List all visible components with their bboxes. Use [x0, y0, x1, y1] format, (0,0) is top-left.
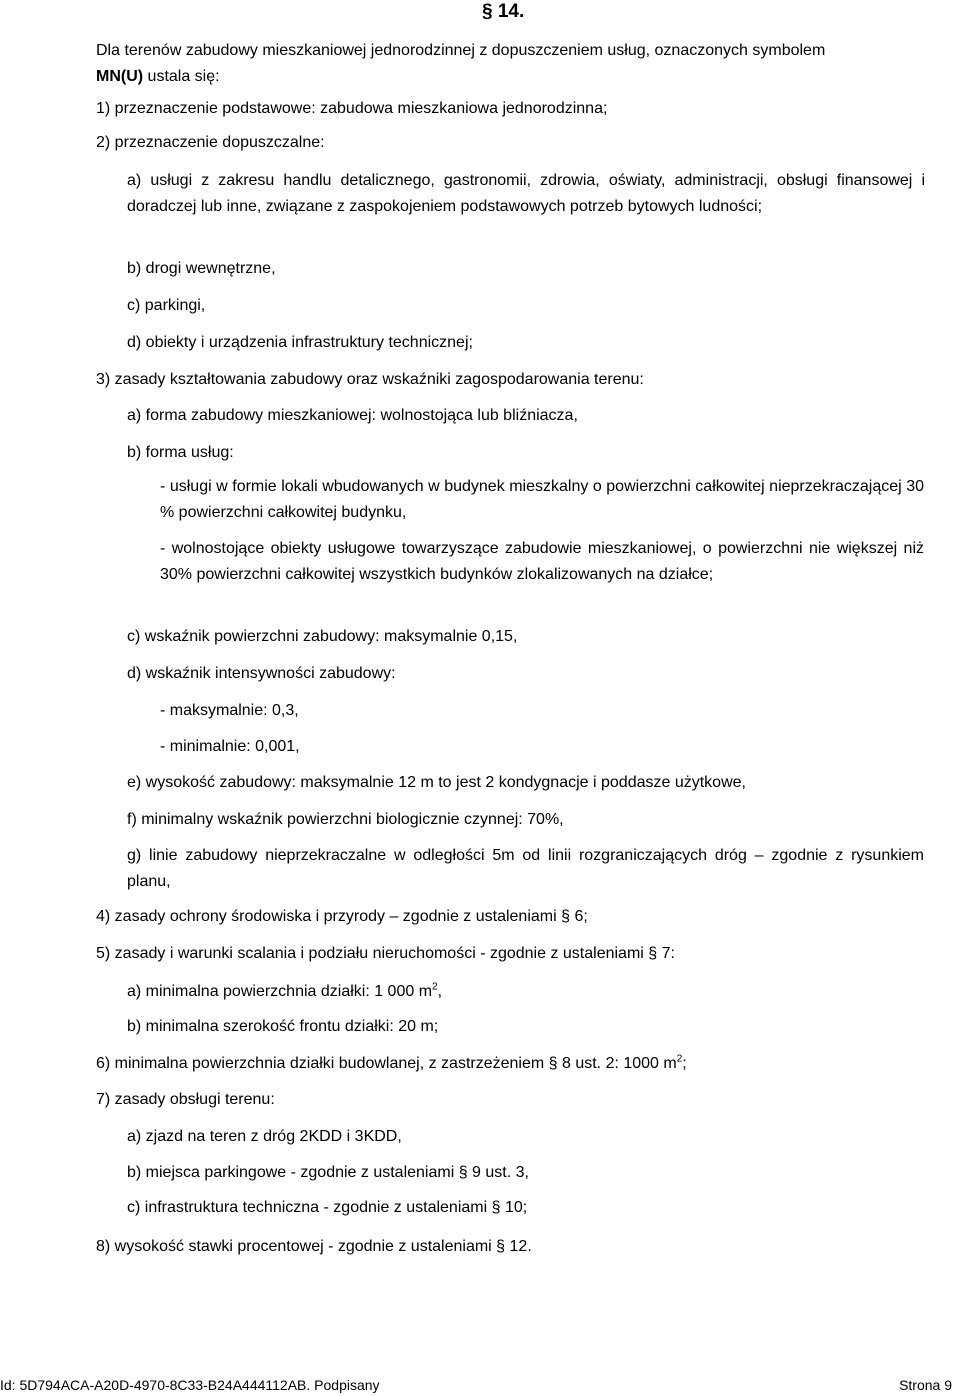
item-1: 1) przeznaczenie podstawowe: zabudowa mieszkaniowa jednorodzinna; — [96, 100, 608, 117]
item-3c: c) wskaźnik powierzchni zabudowy: maksymalnie 0,15, — [127, 628, 518, 645]
item-3g: g) linie zabudowy nieprzekraczalne w odległości 5m od linii rozgraniczających dróg – zgodnie z rysunkiem planu, — [127, 847, 924, 890]
document-id: Id: 5D794ACA-A20D-4970-8C33-B24A444112AB. Podpisany — [0, 1377, 380, 1393]
superscript: 2 — [432, 981, 438, 993]
item-3e: e) wysokość zabudowy: maksymalnie 12 m to jest 2 kondygnacje i poddasze użytkowe, — [127, 774, 746, 791]
item-3f: f) minimalny wskaźnik powierzchni biologicznie czynnej: 70%, — [127, 811, 564, 828]
item-3b-2: - wolnostojące obiekty usługowe towarzyszące zabudowie mieszkaniowej, o powierzchni nie większej niż 30% powierzchni całkowitej wszystkich budynków zlokalizowanych na działce; — [160, 540, 924, 583]
item-3: 3) zasady kształtowania zabudowy oraz wskaźniki zagospodarowania terenu: — [96, 371, 644, 388]
item-3b-1: - usługi w formie lokali wbudowanych w budynek mieszkalny o powierzchni całkowitej nieprzekraczającej 30 % powierzchni całkowitej budynku, — [160, 478, 924, 521]
section-heading: § 14. — [482, 1, 525, 22]
item-2a: a) usługi z zakresu handlu detalicznego, gastronomii, zdrowia, oświaty, administracji, obsługi finansowej i doradczej lub inne, związane z zaspokojeniem podstawowych potrzeb bytowych ludności; — [127, 172, 925, 215]
item-8: 8) wysokość stawki procentowej - zgodnie z ustaleniami § 12. — [96, 1238, 532, 1255]
superscript: 2 — [676, 1053, 683, 1065]
item-3a: a) forma zabudowy mieszkaniowej: wolnostojąca lub bliźniacza, — [127, 407, 578, 424]
item-2b: b) drogi wewnętrzne, — [127, 260, 276, 277]
zone-symbol: MN(U) — [96, 68, 144, 85]
item-5a — [127, 981, 442, 1003]
item-3d-1: - maksymalnie: 0,3, — [160, 702, 299, 719]
item-2: 2) przeznaczenie dopuszczalne: — [96, 134, 325, 151]
item-6-text: 6) minimalna powierzchnia działki budowlanej, z zastrzeżeniem § 8 ust. 2: 1000 m — [96, 1055, 677, 1072]
item-5b: b) minimalna szerokość frontu działki: 20 m; — [127, 1018, 439, 1035]
intro-rest: ustala się: — [143, 68, 220, 85]
item-7c: c) infrastruktura techniczna - zgodnie z ustaleniami § 10; — [127, 1199, 528, 1216]
item-7: 7) zasady obsługi terenu: — [96, 1091, 275, 1108]
item-7a: a) zjazd na teren z dróg 2KDD i 3KDD, — [127, 1128, 402, 1145]
intro-paragraph — [96, 38, 924, 90]
item-3d-2: - minimalnie: 0,001, — [160, 738, 300, 755]
item-7b: b) miejsca parkingowe - zgodnie z ustaleniami § 9 ust. 3, — [127, 1164, 529, 1181]
page-number: Strona 9 — [899, 1377, 952, 1393]
item-3d: d) wskaźnik intensywności zabudowy: — [127, 665, 396, 682]
item-2d: d) obiekty i urządzenia infrastruktury technicznej; — [127, 334, 473, 351]
item-5a-end: , — [437, 983, 443, 1000]
item-2c: c) parkingi, — [127, 297, 206, 314]
item-3b: b) forma usług: — [127, 444, 234, 461]
item-5a-text: a) minimalna powierzchnia działki: 1 000 m — [127, 983, 433, 1000]
item-6 — [96, 1053, 687, 1075]
item-5: 5) zasady i warunki scalania i podziału nieruchomości - zgodnie z ustaleniami § 7: — [96, 945, 675, 962]
item-4: 4) zasady ochrony środowiska i przyrody – zgodnie z ustaleniami § 6; — [96, 908, 588, 925]
intro-text: Dla terenów zabudowy mieszkaniowej jednorodzinnej z dopuszczeniem usług, oznaczonych symbolem — [96, 42, 826, 59]
item-6-end: ; — [682, 1055, 687, 1072]
